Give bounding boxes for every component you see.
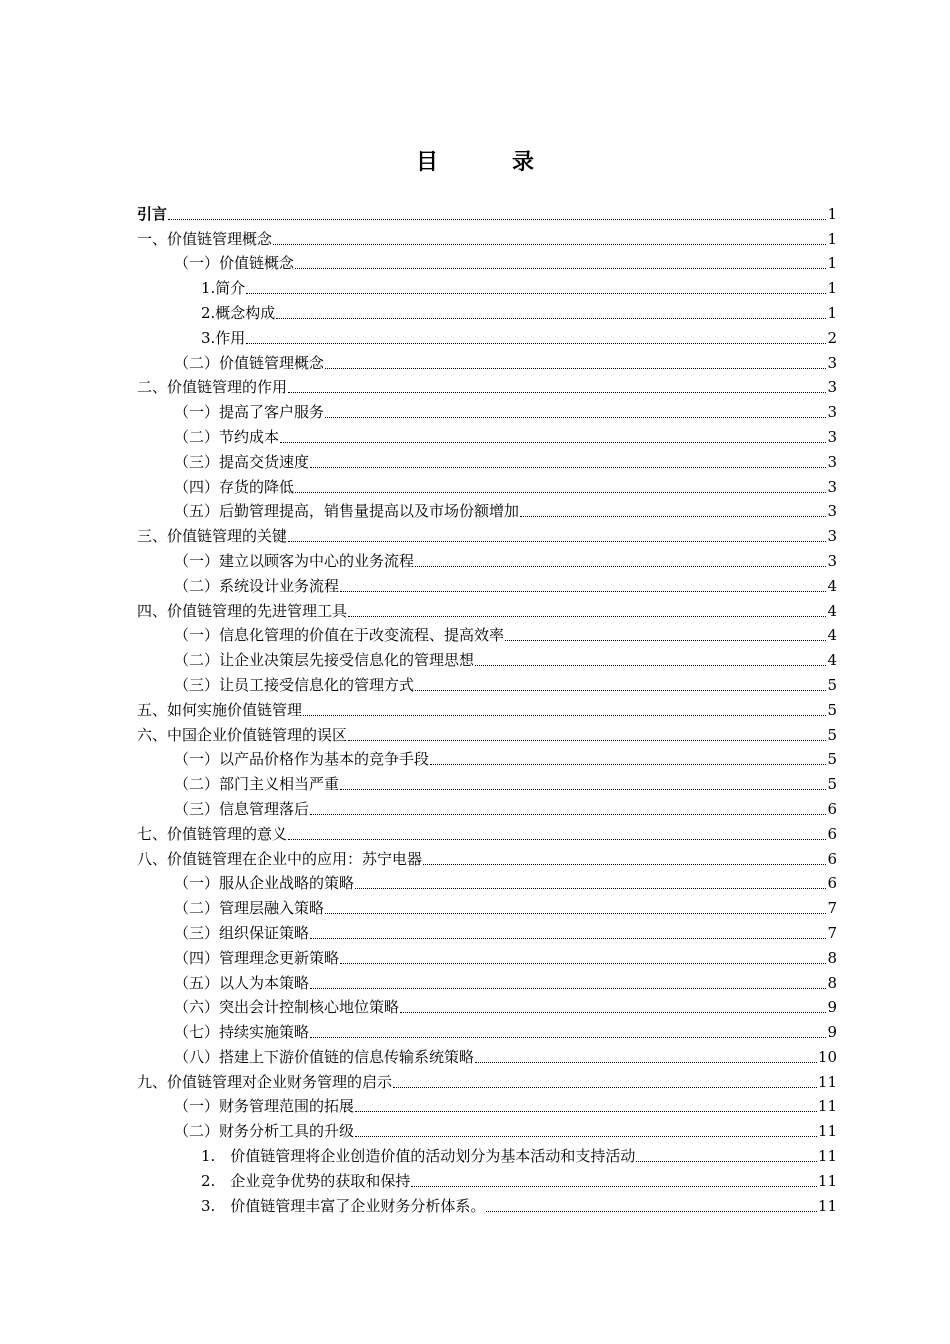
toc-entry-title: （三）组织保证策略 [174,923,310,942]
dot-leader [400,1011,826,1013]
toc-entry-page-number: 3 [827,502,837,521]
toc-entry[interactable] [137,497,837,522]
toc-entry-title: （二）价值链管理概念 [174,353,325,372]
dot-leader [636,1160,817,1162]
dot-leader [273,243,826,245]
toc-entry[interactable] [137,993,837,1018]
toc-entry-title: 四、价值链管理的先进管理工具 [137,601,348,620]
dot-leader [340,788,826,790]
toc-entry[interactable] [137,670,837,695]
toc-entry[interactable] [137,1042,837,1067]
toc-entry-title: 八、价值链管理在企业中的应用：苏宁电器 [137,849,423,868]
toc-entry-page-number: 3 [827,477,837,496]
dot-leader [303,714,826,716]
toc-entry-page-number: 9 [827,998,837,1017]
toc-entry-title: 3. 价值链管理丰富了企业财务分析体系。 [201,1196,486,1215]
dot-leader [246,292,826,294]
toc-entry[interactable] [137,918,837,943]
dot-leader [415,689,826,691]
toc-entry[interactable] [137,844,837,869]
toc-entry[interactable] [137,249,837,274]
toc-entry[interactable] [137,621,837,646]
toc-entry-title: （二）系统设计业务流程 [174,576,340,595]
toc-entry[interactable] [137,968,837,993]
toc-entry-page-number: 11 [817,1072,837,1091]
toc-entry-title: 1. 价值链管理将企业创造价值的活动划分为基本活动和支持活动 [201,1147,636,1166]
dot-leader [430,763,826,765]
dot-leader [348,739,826,741]
toc-entry[interactable] [137,472,837,497]
toc-title: 目 录 [415,149,560,175]
toc-entry-page-number: 3 [827,403,837,422]
toc-entry-page-number: 6 [827,799,837,818]
toc-entry[interactable] [137,769,837,794]
toc-entry-title: （六）突出会计控制核心地位策略 [174,998,400,1017]
dot-leader [340,962,826,964]
toc-entry-title: （八）搭建上下游价值链的信息传输系统策略 [174,1047,475,1066]
toc-entry-title: 三、价值链管理的关键 [137,527,288,546]
toc-entry-title: （一）建立以顾客为中心的业务流程 [174,551,415,570]
toc-entry[interactable] [137,819,837,844]
toc-entry-page-number: 9 [827,1023,837,1042]
dot-leader [355,1135,817,1137]
toc-entry-title: 五、如何实施价值链管理 [137,700,303,719]
toc-entry[interactable] [137,199,837,224]
toc-entry-title: （三）提高交货速度 [174,452,310,471]
toc-entry-title: （一）价值链概念 [174,254,295,273]
toc-entry-page-number: 7 [827,923,837,942]
toc-entry-page-number: 6 [827,849,837,868]
toc-entry-page-number: 4 [827,651,837,670]
toc-entry-page-number: 1 [827,204,837,223]
toc-entry-page-number: 6 [827,824,837,843]
toc-entry-page-number: 5 [827,725,837,744]
toc-entry-page-number: 3 [827,551,837,570]
dot-leader [276,317,826,319]
toc-entry[interactable] [137,323,837,348]
toc-entry-page-number: 11 [817,1147,837,1166]
dot-leader [325,367,826,369]
toc-entry[interactable] [137,1116,837,1141]
toc-entry-page-number: 6 [827,874,837,893]
toc-entry-title: （四）存货的降低 [174,477,295,496]
toc-entry-page-number: 3 [827,353,837,372]
toc-entry-title: （三）信息管理落后 [174,799,310,818]
toc-entry-title: （一）以产品价格作为基本的竞争手段 [174,750,430,769]
toc-entry-title: （一）提高了客户服务 [174,403,325,422]
toc-entry[interactable] [137,943,837,968]
toc-entry-title: 引言 [137,204,168,223]
dot-leader [288,391,826,393]
toc-entry[interactable] [137,422,837,447]
toc-entry-title: 七、价值链管理的意义 [137,824,288,843]
toc-entry-page-number: 3 [827,527,837,546]
toc-entry-page-number: 3 [827,452,837,471]
toc-entry[interactable] [137,1092,837,1117]
toc-entry-title: （二）让企业决策层先接受信息化的管理思想 [174,651,475,670]
toc-entry-title: （二）节约成本 [174,427,280,446]
toc-entry-page-number: 8 [827,973,837,992]
dot-leader [325,912,826,914]
dot-leader [415,565,826,567]
toc-entry-page-number: 11 [817,1171,837,1190]
toc-entry-title: （二）财务分析工具的升级 [174,1122,355,1141]
dot-leader [340,590,826,592]
toc-entry-title: 九、价值链管理对企业财务管理的启示 [137,1072,393,1091]
dot-leader [348,615,826,617]
toc-entry-page-number: 5 [827,700,837,719]
toc-entry-page-number: 4 [827,626,837,645]
toc-entry-title: （四）管理理念更新策略 [174,948,340,967]
toc-entry-page-number: 5 [827,750,837,769]
toc-entry-title: （一）财务管理范围的拓展 [174,1097,355,1116]
toc-entry[interactable] [137,1191,837,1216]
toc-entry[interactable] [137,397,837,422]
toc-entry-page-number: 3 [827,427,837,446]
toc-entry[interactable] [137,794,837,819]
toc-entry-page-number: 1 [827,254,837,273]
toc-entry-page-number: 10 [817,1047,837,1066]
toc-entry-page-number: 1 [827,303,837,322]
table-of-contents [137,199,837,1216]
toc-entry-page-number: 11 [817,1097,837,1116]
dot-leader [295,267,826,269]
toc-entry[interactable] [137,348,837,373]
dot-leader [246,342,826,344]
toc-entry-page-number: 11 [817,1196,837,1215]
dot-leader [310,466,826,468]
dot-leader [288,540,826,542]
toc-entry[interactable] [137,546,837,571]
toc-entry-page-number: 4 [827,601,837,620]
dot-leader [280,441,826,443]
dot-leader [475,664,826,666]
dot-leader [486,1210,817,1212]
toc-entry-title: （二）管理层融入策略 [174,899,325,918]
toc-entry[interactable] [137,645,837,670]
toc-entry-page-number: 1 [827,229,837,248]
toc-entry[interactable] [137,571,837,596]
toc-entry[interactable] [137,893,837,918]
dot-leader [295,491,826,493]
toc-entry-page-number: 11 [817,1122,837,1141]
toc-entry-page-number: 4 [827,576,837,595]
dot-leader [355,1110,817,1112]
toc-entry-page-number: 7 [827,899,837,918]
toc-entry-title: （二）部门主义相当严重 [174,775,340,794]
dot-leader [288,838,826,840]
dot-leader [393,1086,817,1088]
toc-entry[interactable] [137,521,837,546]
dot-leader [310,937,826,939]
toc-entry[interactable] [137,596,837,621]
dot-leader [423,863,826,865]
toc-entry[interactable] [137,1067,837,1092]
toc-entry[interactable] [137,1141,837,1166]
toc-entry-title: （一）信息化管理的价值在于改变流程、提高效率 [174,626,505,645]
toc-entry-page-number: 5 [827,675,837,694]
dot-leader [310,813,826,815]
dot-leader [355,887,826,889]
toc-entry[interactable] [137,1017,837,1042]
toc-entry-page-number: 1 [827,279,837,298]
toc-entry-page-number: 8 [827,948,837,967]
dot-leader [325,416,826,418]
toc-entry[interactable] [137,447,837,472]
dot-leader [411,1185,817,1187]
toc-entry-title: 二、价值链管理的作用 [137,378,288,397]
toc-entry[interactable] [137,273,837,298]
toc-entry-title: （五）以人为本策略 [174,973,310,992]
toc-entry[interactable] [137,695,837,720]
toc-entry-title: （一）服从企业战略的策略 [174,874,355,893]
toc-entry-title: （三）让员工接受信息化的管理方式 [174,675,415,694]
toc-entry-title: （五）后勤管理提高，销售量提高以及市场份额增加 [174,502,520,521]
toc-entry-page-number: 2 [827,328,837,347]
toc-entry-title: 3.作用 [201,328,246,347]
toc-entry-title: （七）持续实施策略 [174,1023,310,1042]
toc-entry[interactable] [137,720,837,745]
dot-leader [520,515,826,517]
toc-entry-title: 六、中国企业价值链管理的误区 [137,725,348,744]
toc-entry-title: 一、价值链管理概念 [137,229,273,248]
toc-entry-title: 2.概念构成 [201,303,276,322]
toc-entry[interactable] [137,869,837,894]
toc-entry-page-number: 3 [827,378,837,397]
toc-entry[interactable] [137,224,837,249]
dot-leader [310,987,826,989]
dot-leader [310,1036,826,1038]
toc-entry[interactable] [137,1166,837,1191]
toc-entry[interactable] [137,745,837,770]
dot-leader [475,1061,817,1063]
toc-entry-title: 1.简介 [201,279,246,298]
toc-entry[interactable] [137,298,837,323]
toc-entry-title: 2. 企业竞争优势的获取和保持 [201,1171,411,1190]
toc-entry[interactable] [137,373,837,398]
dot-leader [505,639,826,641]
dot-leader [168,218,826,220]
toc-entry-page-number: 5 [827,775,837,794]
